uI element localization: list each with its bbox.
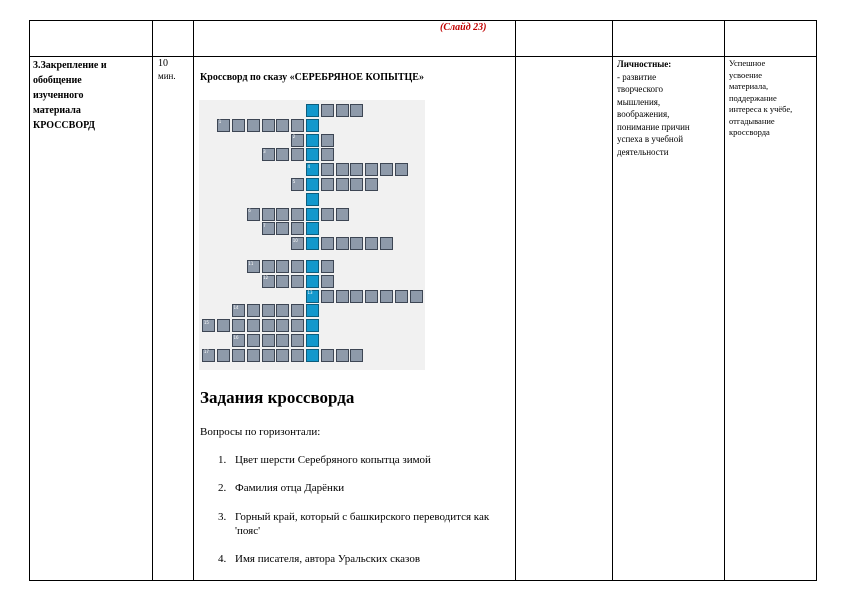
task-text: Имя писателя, автора Уральских сказов bbox=[235, 553, 421, 565]
crossword-cell bbox=[350, 178, 363, 191]
crossword-cell bbox=[336, 349, 349, 362]
crossword-cell bbox=[291, 208, 304, 221]
table-col-divider-4 bbox=[612, 20, 613, 581]
stage-title-line: изученного bbox=[33, 90, 84, 101]
task-item bbox=[218, 552, 503, 566]
crossword-title: Кроссворд по сказу «СЕРЕБРЯНОЕ КОПЫТЦЕ» bbox=[200, 72, 424, 83]
task-item bbox=[218, 453, 503, 467]
time-cell bbox=[158, 58, 176, 82]
crossword-cell bbox=[336, 208, 349, 221]
uud-line: понимание причин bbox=[617, 121, 690, 132]
crossword-cell bbox=[291, 319, 304, 332]
crossword-cell bbox=[276, 119, 289, 132]
crossword-cell bbox=[276, 319, 289, 332]
result-cell bbox=[729, 58, 815, 139]
crossword-cell-number: 13 bbox=[307, 290, 313, 296]
crossword-cell bbox=[350, 104, 363, 117]
crossword-cell-number: 7 bbox=[263, 222, 266, 228]
tasks-subheading: Вопросы по горизонтали: bbox=[200, 426, 321, 438]
stage-title-line: обобщение bbox=[33, 75, 82, 86]
stage-title-line: материала bbox=[33, 105, 81, 116]
crossword-cell bbox=[276, 260, 289, 273]
table-col-divider-1 bbox=[152, 20, 153, 581]
crossword-cell bbox=[321, 208, 334, 221]
crossword-cell bbox=[321, 163, 334, 176]
crossword-cell bbox=[276, 349, 289, 362]
crossword-cell-number: 1 bbox=[218, 119, 222, 125]
crossword-cell bbox=[276, 148, 289, 161]
crossword-cell bbox=[291, 304, 304, 317]
crossword-cell bbox=[336, 104, 349, 117]
crossword-cell bbox=[365, 178, 378, 191]
crossword-cell-number: 5 bbox=[292, 178, 296, 184]
crossword-cell bbox=[262, 334, 275, 347]
uud-line: деятельности bbox=[617, 146, 669, 157]
crossword-cell bbox=[247, 334, 260, 347]
task-item bbox=[218, 481, 503, 495]
crossword-cell bbox=[365, 237, 378, 250]
crossword-key-cell bbox=[306, 334, 319, 347]
crossword-cell bbox=[410, 290, 423, 303]
crossword-key-cell bbox=[306, 134, 319, 147]
crossword-cell bbox=[336, 290, 349, 303]
crossword-cell bbox=[321, 104, 334, 117]
crossword-grid bbox=[199, 100, 425, 370]
uud-line: - развитие bbox=[617, 71, 657, 82]
crossword-cell bbox=[395, 290, 408, 303]
task-number: 2. bbox=[218, 482, 227, 494]
crossword-cell-number: 15 bbox=[203, 319, 209, 325]
crossword-cell bbox=[232, 119, 245, 132]
stage-title bbox=[33, 58, 151, 133]
crossword-key-cell bbox=[306, 349, 319, 362]
crossword-cell-number: 10 bbox=[292, 237, 298, 243]
time-unit: мин. bbox=[158, 71, 176, 81]
crossword-cell-number: 16 bbox=[233, 334, 239, 340]
task-number: 4. bbox=[218, 553, 227, 565]
task-number: 3. bbox=[218, 511, 227, 523]
result-line: Успешное bbox=[729, 58, 766, 68]
crossword-cell bbox=[336, 237, 349, 250]
crossword-cell bbox=[321, 260, 334, 273]
task-text: Фамилия отца Дарёнки bbox=[235, 482, 345, 494]
crossword-cell bbox=[291, 119, 304, 132]
crossword-key-cell bbox=[306, 304, 319, 317]
crossword-cell bbox=[321, 134, 334, 147]
crossword-cell bbox=[217, 319, 230, 332]
crossword-key-cell bbox=[306, 260, 319, 273]
crossword-cell bbox=[291, 349, 304, 362]
task-number: 1. bbox=[218, 454, 227, 466]
crossword-cell-number: 14 bbox=[233, 304, 239, 310]
crossword-cell bbox=[247, 349, 260, 362]
crossword-cell bbox=[247, 319, 260, 332]
crossword-cell bbox=[336, 178, 349, 191]
crossword-cell-number: 12 bbox=[263, 275, 269, 281]
table-row-divider bbox=[29, 56, 817, 57]
crossword-cell bbox=[262, 260, 275, 273]
time-value: 10 bbox=[158, 58, 168, 69]
crossword-cell bbox=[217, 349, 230, 362]
crossword-cell bbox=[232, 349, 245, 362]
table-col-divider-2 bbox=[193, 20, 194, 581]
crossword-cell bbox=[291, 148, 304, 161]
stage-title-line: 3.Закрепление и bbox=[33, 60, 107, 71]
crossword-cell bbox=[350, 237, 363, 250]
crossword-key-cell bbox=[306, 119, 319, 132]
crossword-cell bbox=[276, 222, 289, 235]
table-col-divider-5 bbox=[724, 20, 725, 581]
uud-line: воображения, bbox=[617, 109, 670, 119]
crossword-cell bbox=[365, 163, 378, 176]
crossword-cell bbox=[321, 275, 334, 288]
crossword-cell bbox=[262, 119, 275, 132]
result-line: кроссворда bbox=[729, 127, 770, 137]
crossword-cell bbox=[350, 290, 363, 303]
uud-cell bbox=[617, 58, 722, 158]
crossword-cell-number: 4 bbox=[307, 163, 311, 169]
crossword-key-cell bbox=[306, 148, 319, 161]
crossword-cell bbox=[380, 290, 393, 303]
crossword-key-cell bbox=[306, 178, 319, 191]
crossword-cell-number: 11 bbox=[248, 260, 254, 266]
crossword-cell bbox=[291, 260, 304, 273]
result-line: материала, bbox=[729, 81, 769, 91]
crossword-cell bbox=[291, 334, 304, 347]
result-line: усвоение bbox=[729, 69, 762, 80]
result-line: отгадывание bbox=[729, 115, 775, 126]
crossword-cell bbox=[291, 222, 304, 235]
crossword-cell bbox=[350, 163, 363, 176]
task-text: Горный край, который с башкирского переводится как 'пояс' bbox=[235, 511, 490, 537]
crossword-cell-number: 3 bbox=[263, 148, 266, 154]
crossword-key-cell bbox=[306, 275, 319, 288]
crossword-cell bbox=[380, 163, 393, 176]
task-text: Цвет шерсти Серебряного копытца зимой bbox=[235, 454, 431, 466]
crossword-cell bbox=[321, 148, 334, 161]
task-item bbox=[218, 510, 503, 538]
table-border-right bbox=[816, 20, 817, 581]
crossword-cell-number: 2 bbox=[292, 134, 296, 140]
result-line: поддержание bbox=[729, 92, 777, 103]
slide-reference: (Слайд 23) bbox=[440, 22, 487, 33]
uud-line: успеха в учебной bbox=[617, 134, 684, 144]
crossword-cell bbox=[262, 304, 275, 317]
crossword-cell-number: 17 bbox=[203, 349, 209, 355]
result-line: интереса к учёбе, bbox=[729, 104, 793, 114]
stage-title-line: КРОССВОРД bbox=[33, 120, 96, 131]
crossword-key-cell bbox=[306, 319, 319, 332]
crossword-cell bbox=[262, 208, 275, 221]
crossword-key-cell bbox=[306, 208, 319, 221]
crossword-cell bbox=[321, 349, 334, 362]
crossword-cell bbox=[247, 304, 260, 317]
table-border-left bbox=[29, 20, 30, 581]
crossword-cell bbox=[380, 237, 393, 250]
crossword-cell bbox=[276, 334, 289, 347]
table-border-bottom bbox=[29, 580, 817, 581]
crossword-cell bbox=[321, 178, 334, 191]
crossword-cell bbox=[321, 237, 334, 250]
crossword-cell bbox=[276, 304, 289, 317]
crossword-key-cell bbox=[306, 222, 319, 235]
crossword-cell bbox=[350, 349, 363, 362]
crossword-cell bbox=[262, 319, 275, 332]
crossword-cell bbox=[291, 275, 304, 288]
crossword-key-cell bbox=[306, 193, 319, 206]
table-col-divider-3 bbox=[515, 20, 516, 581]
crossword-cell-number: 6 bbox=[248, 208, 251, 214]
crossword-cell bbox=[232, 319, 245, 332]
crossword-cell bbox=[395, 163, 408, 176]
uud-line: мышления, bbox=[617, 96, 661, 107]
table-border-top bbox=[29, 20, 817, 21]
crossword-cell bbox=[336, 163, 349, 176]
crossword-cell bbox=[247, 119, 260, 132]
crossword-key-cell bbox=[306, 104, 319, 117]
tasks-heading: Задания кроссворда bbox=[200, 388, 355, 407]
crossword-cell bbox=[262, 349, 275, 362]
crossword-cell bbox=[276, 208, 289, 221]
uud-line: творческого bbox=[617, 84, 664, 94]
uud-title: Личностные: bbox=[617, 59, 672, 69]
crossword-cell bbox=[365, 290, 378, 303]
crossword-cell bbox=[276, 275, 289, 288]
crossword-key-cell bbox=[306, 237, 319, 250]
crossword-cell bbox=[321, 290, 334, 303]
